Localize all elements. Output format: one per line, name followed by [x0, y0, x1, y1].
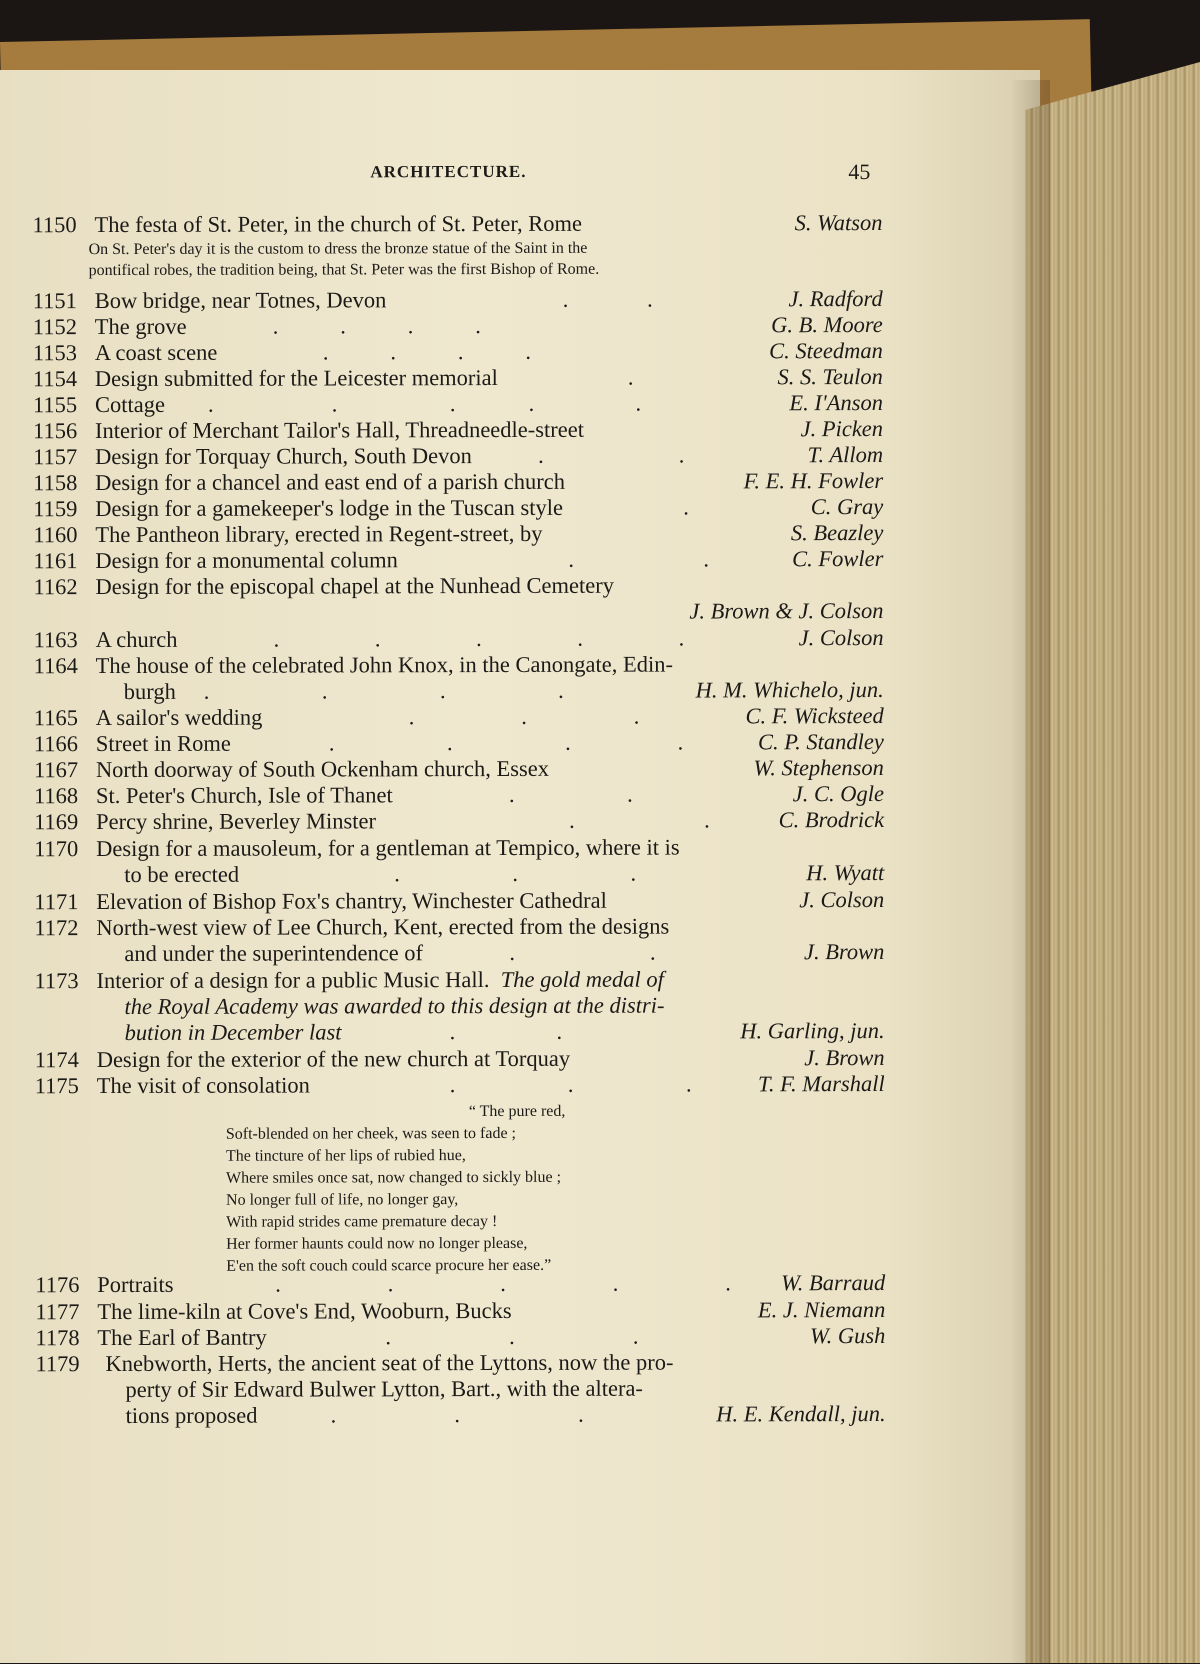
entry-author: S. Beazley	[790, 519, 884, 546]
entry-author: C. F. Wicksteed	[745, 702, 884, 729]
verse-line: E'en the soft couch could scarce procure her ease.”	[226, 1256, 552, 1275]
entry-author: W. Stephenson	[753, 754, 884, 781]
running-header: ARCHITECTURE.	[370, 161, 527, 182]
entry-number: 1171	[34, 889, 79, 915]
entry-author: J. Picken	[800, 415, 884, 442]
entry-title: Bow bridge, near Totnes, Devon	[94, 287, 387, 314]
entry-author: E. I'Anson	[789, 389, 883, 416]
leader-dots: . . .	[385, 1323, 639, 1350]
entry-author: C. Steedman	[769, 337, 883, 364]
leader-dots: .	[627, 364, 634, 390]
catalogue-entry	[34, 755, 884, 783]
catalogue-entry	[35, 1349, 885, 1377]
leader-dots: . .	[509, 939, 656, 965]
catalogue-entry	[34, 625, 884, 653]
catalogue-entry	[35, 1297, 885, 1325]
catalogue-entry	[33, 546, 883, 574]
entry-number: 1159	[33, 496, 78, 522]
entry-number: 1160	[33, 522, 78, 548]
entry-title: Design for the episcopal chapel at the Nunhead Cemetery	[95, 572, 615, 600]
page-number: 45	[848, 159, 871, 185]
entry-number: 1154	[32, 366, 78, 392]
entry-number: 1169	[34, 809, 79, 835]
leader-dots: . . .	[408, 703, 640, 730]
entry-author: F. E. H. Fowler	[743, 467, 884, 494]
entry-title: The visit of consolation	[96, 1072, 310, 1099]
verse-line: No longer full of life, no longer gay,	[226, 1191, 459, 1209]
entry-title-continued: burgh	[123, 678, 176, 704]
entry-number: 1179	[35, 1351, 80, 1377]
catalogue-entry	[35, 1323, 885, 1351]
entry-title: Elevation of Bishop Fox's chantry, Winchester Cathedral	[96, 887, 607, 915]
leader-dots: . . . .	[272, 313, 481, 339]
entry-author: W. Barraud	[781, 1269, 886, 1296]
leader-dots: . .	[562, 286, 653, 312]
catalogue-entry	[34, 887, 884, 915]
entry-author: J. Colson	[799, 886, 885, 913]
entry-number: 1163	[33, 627, 78, 653]
catalogue-entry	[33, 390, 883, 418]
leader-dots: . .	[569, 807, 710, 833]
entry-title-italic: The gold medal of	[500, 966, 664, 992]
entry-title	[96, 967, 663, 994]
leader-dots: . .	[449, 1018, 563, 1045]
catalogue-entry	[33, 468, 883, 496]
catalogue-entry-continuation	[34, 677, 884, 705]
catalogue-entry	[33, 312, 883, 340]
catalogue-entry	[34, 781, 884, 809]
entry-title: Interior of Merchant Tailor's Hall, Threadneedle-street	[94, 416, 585, 444]
entry-number: 1170	[34, 836, 79, 862]
entry-number: 1166	[33, 731, 79, 757]
entry-title: Percy shrine, Beverley Minster	[96, 808, 377, 835]
entry-number: 1175	[34, 1073, 79, 1099]
entry-title: The Earl of Bantry	[97, 1324, 267, 1351]
leader-dots: . . . .	[328, 729, 684, 756]
entry-author: C. P. Standley	[757, 728, 884, 755]
entry-author: W. Gush	[809, 1322, 886, 1349]
entry-author: C. Brodrick	[778, 806, 885, 833]
entry-number: 1176	[35, 1272, 80, 1298]
entry-title: Portraits	[97, 1271, 174, 1298]
catalogue-entry-continuation	[34, 860, 884, 888]
leader-dots: . . . . .	[275, 1270, 731, 1297]
entry-title: Design for Torquay Church, South Devon	[95, 443, 472, 470]
entry-number: 1153	[32, 340, 78, 366]
catalogue-entry-continuation	[36, 1401, 886, 1429]
entry-number: 1155	[32, 392, 78, 418]
entry-title-continued: tions proposed	[125, 1402, 258, 1428]
entry-author: T. Allom	[807, 441, 884, 468]
catalogue-entry	[34, 703, 884, 731]
entry-author: C. Fowler	[792, 545, 884, 572]
entry-number: 1162	[33, 574, 78, 600]
entry-number: 1167	[33, 757, 79, 783]
entry-number: 1152	[32, 314, 77, 340]
entry-author: S. S. Teulon	[777, 363, 883, 390]
catalogue-entry	[33, 494, 883, 522]
entry-number: 1174	[34, 1047, 79, 1073]
entry-title: Design for a chancel and east end of a parish church	[95, 468, 566, 496]
entry-number: 1178	[35, 1325, 80, 1351]
entry-title: North-west view of Lee Church, Kent, erected from the designs	[96, 913, 670, 941]
entry-author: S. Watson	[794, 209, 883, 236]
entry-title-continued: and under the superintendence of	[124, 940, 424, 966]
entry-title: North doorway of South Ockenham church, Essex	[95, 755, 549, 783]
entry-number: 1161	[33, 548, 78, 574]
entry-title: A church	[95, 626, 178, 653]
catalogue-entry	[32, 210, 882, 238]
entry-number: 1173	[34, 968, 79, 994]
catalogue-entry-continuation	[35, 1018, 885, 1046]
entry-title: Design submitted for the Leicester memorial	[94, 365, 498, 392]
entry-title: St. Peter's Church, Isle of Thanet	[95, 782, 393, 809]
entry-title-continued: to be erected	[124, 861, 240, 887]
leader-dots: . . . . .	[273, 625, 685, 652]
catalogue-entry-continuation	[34, 939, 884, 967]
catalogue-entry	[33, 572, 883, 600]
catalogue-entry	[34, 807, 884, 835]
catalogue-entry	[34, 834, 884, 862]
entry-title-continued: perty of Sir Edward Bulwer Lytton, Bart., with the altera-	[125, 1375, 643, 1402]
entry-number: 1168	[33, 783, 79, 809]
entry-title: Design for the exterior of the new church at Torquay	[96, 1045, 571, 1073]
entry-author: T. F. Marshall	[758, 1070, 885, 1097]
entry-title: The grove	[94, 313, 187, 340]
leader-dots: .	[683, 494, 689, 520]
entry-number: 1157	[33, 444, 78, 470]
catalogue-entry	[33, 286, 883, 314]
leader-dots: . . . .	[203, 677, 564, 704]
catalogue-entry	[33, 442, 883, 470]
verse-line: Where smiles once sat, now changed to sickly blue ;	[225, 1168, 562, 1187]
entry-title-continued: bution in December last	[124, 1019, 342, 1045]
catalogue-entry	[35, 1270, 885, 1298]
entry-author: C. Gray	[810, 493, 884, 520]
entry-number: 1158	[33, 470, 78, 496]
catalogue-entry	[33, 520, 883, 548]
leader-dots: . .	[538, 442, 685, 468]
catalogue-entry	[34, 913, 884, 941]
catalogue-entry	[33, 416, 883, 444]
entry-author: H. Wyatt	[806, 859, 885, 886]
entry-title: Design for a gamekeeper's lodge in the Tuscan style	[95, 494, 563, 522]
entry-author: J. Brown	[803, 938, 885, 965]
entry-author: J. Colson	[798, 624, 884, 651]
entry-title: A sailor's wedding	[95, 704, 263, 731]
leader-dots: . . . .	[322, 338, 531, 365]
entry-author: H. E. Kendall, jun.	[716, 1400, 886, 1427]
verse-line: Soft-blended on her cheek, was seen to fade ;	[225, 1124, 517, 1143]
entry-title-continued: the Royal Academy was awarded to this design at the distri-	[124, 992, 665, 1019]
entry-author: J. Brown	[804, 1044, 885, 1071]
entry-author: H. Garling, jun.	[740, 1017, 885, 1044]
entry-number: 1172	[34, 915, 79, 941]
entry-author: J. Brown & J. Colson	[689, 597, 884, 624]
catalogue-entry	[33, 338, 883, 366]
entry-number: 1150	[32, 212, 77, 238]
catalogue-entry-continuation	[36, 1375, 886, 1403]
leader-dots: . . .	[394, 860, 637, 887]
entry-number: 1156	[32, 418, 78, 444]
entry-author: G. B. Moore	[771, 311, 883, 338]
leader-dots: . . .	[449, 1071, 692, 1098]
entry-title: A coast scene	[94, 339, 218, 366]
entry-title: Design for a monumental column	[95, 547, 398, 574]
entry-title: Knebworth, Herts, the ancient seat of the Lyttons, now the pro-	[105, 1349, 674, 1377]
entry-author: J. Radford	[788, 285, 883, 312]
verse-line: Her former haunts could now no longer please,	[226, 1234, 528, 1253]
catalogue-entry	[35, 1071, 885, 1099]
leader-dots: . . .	[330, 1401, 584, 1428]
leader-dots: . . . . .	[207, 390, 642, 417]
verse-line: “ The pure red,	[468, 1102, 566, 1121]
catalogue-entry	[34, 966, 884, 994]
entry-title: The house of the celebrated John Knox, in the Canongate, Edin-	[95, 651, 674, 679]
entry-number: 1151	[32, 288, 77, 314]
entry-author: H. M. Whichelo, jun.	[695, 676, 884, 703]
entry-title: Design for a mausoleum, for a gentleman at Tempico, where it is	[96, 834, 680, 862]
catalogue-entry	[35, 1045, 885, 1073]
entry-note: pontifical robes, the tradition being, that St. Peter was the first Bishop of Rome.	[88, 260, 600, 280]
leader-dots: . .	[568, 546, 710, 572]
leader-dots: . .	[508, 781, 633, 807]
entry-title: The festa of St. Peter, in the church of St. Peter, Rome	[94, 210, 582, 238]
entry-number: 1177	[35, 1299, 80, 1325]
entry-author: E. J. Niemann	[757, 1296, 886, 1323]
entry-number: 1165	[33, 705, 78, 731]
entry-title: The lime-kiln at Cove's End, Wooburn, Bucks	[97, 1297, 512, 1325]
verse-line: The tincture of her lips of rubied hue,	[225, 1147, 466, 1165]
entry-title-roman: Interior of a design for a public Music Hall.	[96, 967, 490, 994]
verse-line: With rapid strides came premature decay !	[226, 1213, 498, 1231]
catalogue-entry-continuation	[35, 992, 885, 1020]
catalogue-entry	[33, 364, 883, 392]
entry-author: J. C. Ogle	[792, 780, 885, 807]
catalogue-entry	[34, 729, 884, 757]
catalogue-entry-continuation	[33, 598, 883, 626]
entry-title: Cottage	[94, 391, 165, 418]
entry-title: The Pantheon library, erected in Regent-street, by	[95, 520, 543, 548]
entry-number: 1164	[33, 653, 78, 679]
catalogue-entry	[34, 651, 884, 679]
entry-title: Street in Rome	[95, 730, 231, 757]
entry-note: On St. Peter's day it is the custom to dress the bronze statue of the Saint in the	[88, 239, 588, 259]
